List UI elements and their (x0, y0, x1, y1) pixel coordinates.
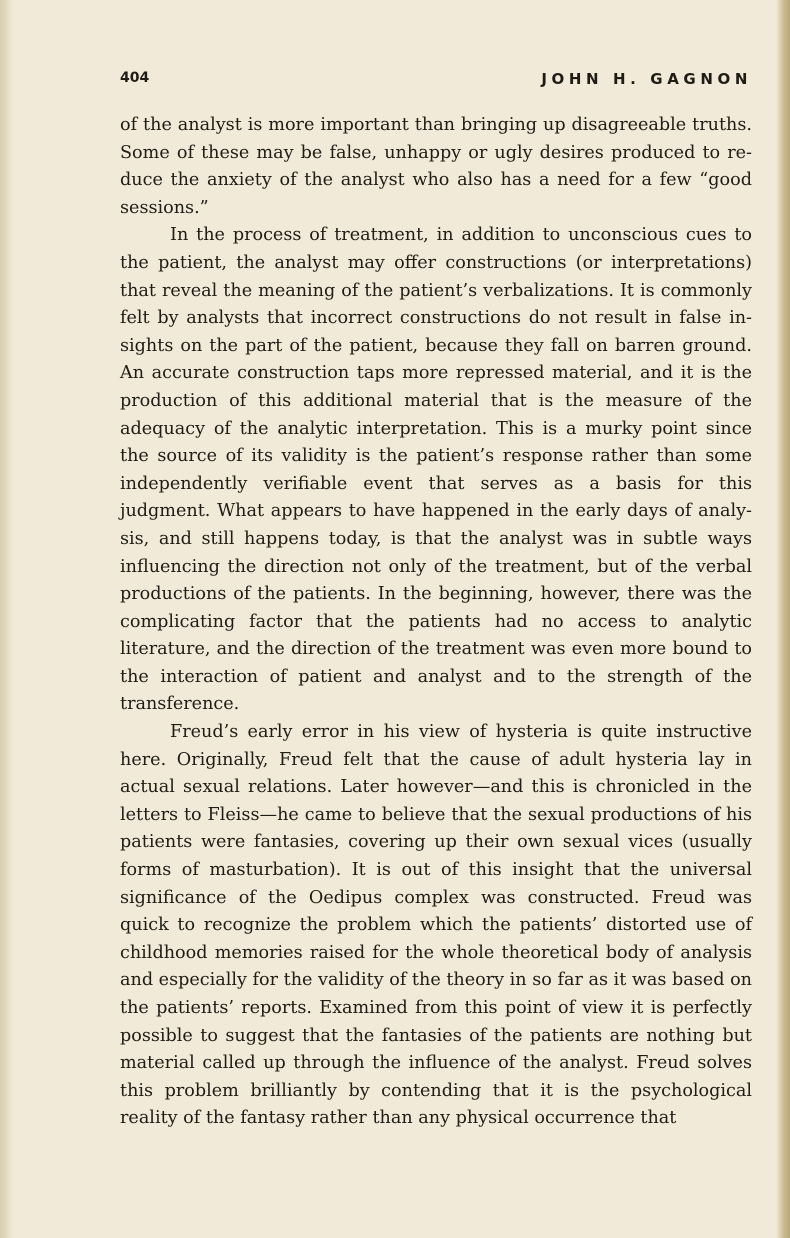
running-head: JOHN H. GAGNON (541, 70, 752, 88)
page-number: 404 (120, 70, 150, 86)
gutter-shadow (0, 0, 14, 1238)
page-edge (776, 0, 790, 1238)
paragraph: of the analyst is more important than bringing up disagreeable truths. Some of these may be false, unhappy or ugly desires produced to reduce the anxiety of the analyst who also has a need for a few “good sessions.” (120, 115, 752, 218)
paragraph: In the process of treatment, in addition to unconscious cues to the patient, the analyst may offer constructions (or interpretations) that reveal the meaning of the patient’s verbalizations. It is commonly felt by analysts that incorrect constructions do not result in false insights on the part of the patient, because they fall on barren ground. An accurate construction taps more repressed material, and it is the production of this additional material that is the measure of the adequacy of the analytic interpretation. This is a murky point since the source of its validity is the patient’s response rather than some independently verifiable event that serves as a basis for this judgment. What appears to have happened in the early days of analysis, and still happens today, is that the analyst was in subtle ways influencing the direction not only of the treatment, but of the verbal productions of the patients. In the beginning, however, there was the complicating factor that the patients had no access to analytic literature, and the direction of the treatment was even more bound to the interaction of patient and analyst and to the strength of the transference. (120, 225, 752, 715)
body-text (120, 112, 752, 1133)
paragraph: Freud’s early error in his view of hysteria is quite instructive here. Originally, Freud felt that the cause of adult hysteria lay in actual sexual relations. Later however—and this is chronicled in the letters to Fleiss—he came to believe that the sexual productions of his patients were fantasies, covering up their own sexual vices (usually forms of masturbation). It is out of this insight that the universal significance of the Oedipus complex was constructed. Freud was quick to recognize the problem which the patients’ distorted use of childhood memories raised for the whole theoretical body of analysis and especially for the validity of the theory in so far as it was based on the patients’ reports. Examined from this point of view it is perfectly possible to suggest that the fantasies of the patients are nothing but material called up through the influence of the analyst. Freud solves this problem brilliantly by contending that it is the psychological reality of the fantasy rather than any physical occurrence that (120, 722, 752, 1129)
page-header (120, 70, 752, 92)
